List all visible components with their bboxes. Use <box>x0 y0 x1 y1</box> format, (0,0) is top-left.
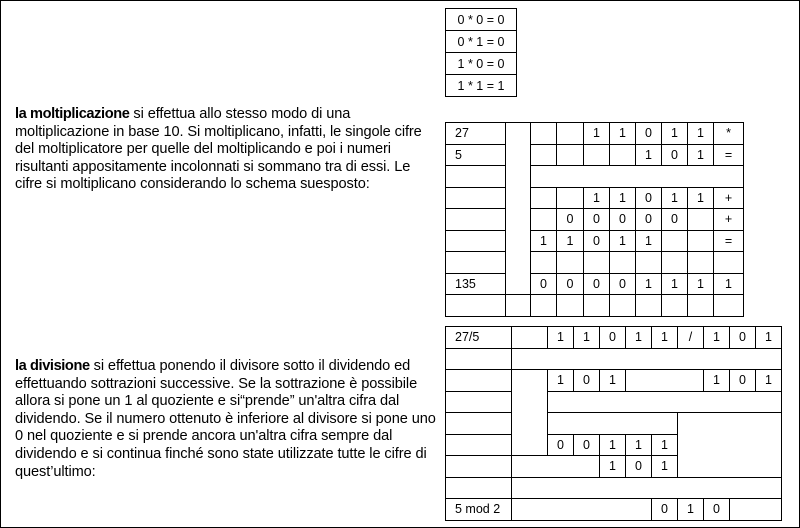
digit-cell: 0 <box>584 209 610 231</box>
empty-cell <box>730 499 782 521</box>
empty-cell <box>446 209 506 231</box>
digit-cell: 1 <box>548 370 574 392</box>
digit-cell: 0 <box>557 273 584 295</box>
multiplier-decimal: 5 <box>446 144 506 166</box>
empty-cell <box>531 252 557 274</box>
digit-cell: 0 <box>626 456 652 478</box>
empty-cell <box>678 413 782 478</box>
empty-cell <box>446 477 512 499</box>
digit-cell: 1 <box>652 327 678 349</box>
digit-cell: 1 <box>636 273 662 295</box>
digit-cell <box>662 230 688 252</box>
digit-cell: 0 <box>662 209 688 231</box>
digit-cell <box>610 144 636 166</box>
empty-cell <box>557 295 584 317</box>
digit-cell: 0 <box>574 434 600 456</box>
digit-cell: 0 <box>636 123 662 145</box>
digit-cell: 1 <box>756 327 782 349</box>
empty-cell <box>548 413 678 435</box>
digit-cell: 1 <box>678 499 704 521</box>
empty-cell <box>506 295 531 317</box>
empty-cell <box>446 456 512 478</box>
empty-cell <box>512 456 600 478</box>
digit-cell: 1 <box>610 187 636 209</box>
digit-cell: 1 <box>662 123 688 145</box>
digit-cell: 1 <box>756 370 782 392</box>
empty-cell <box>446 252 506 274</box>
digit-cell <box>557 187 584 209</box>
partial-product-row <box>446 187 744 209</box>
digit-cell: 1 <box>688 123 714 145</box>
digit-cell: 1 <box>600 434 626 456</box>
truth-row: 0 * 0 = 0 <box>446 9 517 31</box>
digit-cell: 0 <box>662 144 688 166</box>
remainder-label: 5 mod 2 <box>446 499 512 521</box>
multiplier-row <box>446 144 744 166</box>
gap-cell <box>512 370 548 456</box>
division-paragraph <box>15 358 440 481</box>
digit-cell: 1 <box>531 230 557 252</box>
digit-cell: 1 <box>688 144 714 166</box>
digit-cell <box>531 209 557 231</box>
empty-cell <box>636 252 662 274</box>
operator-cell: + <box>714 187 744 209</box>
division-description: si effettua ponendo il divisore sotto il dividendo ed effettuando sottrazioni successive. Se la sottrazione è possibile allora si pone un 1 al quoziente e si“prende” un'altra cifra dal dividendo. Se il numero ottenuto è inferiore al divisore si pone uno 0 nel quoziente e si prende ancora un'altra cifra sempre dal dividendo e si continua finché sono state utilizzate tutte le cifre di quest’ultimo: <box>15 358 436 480</box>
digit-cell: 0 <box>584 273 610 295</box>
digit-cell: 0 <box>636 209 662 231</box>
digit-cell: 0 <box>730 327 756 349</box>
digit-cell: 1 <box>652 434 678 456</box>
digit-cell: 1 <box>688 273 714 295</box>
empty-cell <box>610 295 636 317</box>
digit-cell: 1 <box>610 123 636 145</box>
empty-cell <box>446 166 506 188</box>
digit-cell: 0 <box>610 273 636 295</box>
partial-product-row <box>446 230 744 252</box>
empty-cell <box>636 295 662 317</box>
spacer-row <box>446 252 744 274</box>
empty-cell <box>548 391 782 413</box>
division-step-row <box>446 370 782 392</box>
empty-cell <box>446 348 512 370</box>
result-decimal: 135 <box>446 273 506 295</box>
digit-cell: 1 <box>636 230 662 252</box>
spacer-row <box>446 477 782 499</box>
division-slash: / <box>678 327 704 349</box>
digit-cell: 0 <box>557 209 584 231</box>
digit-cell: 1 <box>574 327 600 349</box>
digit-cell: 1 <box>662 187 688 209</box>
empty-cell <box>512 348 782 370</box>
digit-cell: 0 <box>610 209 636 231</box>
spacer-row <box>446 295 744 317</box>
partial-product-row <box>446 209 744 231</box>
digit-cell: 1 <box>626 434 652 456</box>
digit-cell: 1 <box>600 370 626 392</box>
empty-cell <box>714 295 744 317</box>
digit-cell <box>531 144 557 166</box>
digit-cell: 1 <box>662 273 688 295</box>
digit-cell: 0 <box>704 499 730 521</box>
empty-cell <box>446 434 512 456</box>
digit-cell: 0 <box>636 187 662 209</box>
digit-cell <box>688 209 714 231</box>
digit-cell: 1 <box>557 230 584 252</box>
truth-row: 0 * 1 = 0 <box>446 31 517 53</box>
empty-cell <box>584 252 610 274</box>
truth-row: 1 * 0 = 0 <box>446 53 517 75</box>
digit-cell: 1 <box>610 230 636 252</box>
empty-cell <box>531 295 557 317</box>
empty-cell <box>688 295 714 317</box>
digit-cell <box>557 123 584 145</box>
division-term: la divisione <box>15 358 90 374</box>
digit-cell: 1 <box>704 327 730 349</box>
digit-cell <box>584 144 610 166</box>
division-decimal: 27/5 <box>446 327 512 349</box>
digit-cell: 1 <box>548 327 574 349</box>
empty-cell <box>610 252 636 274</box>
digit-cell: 1 <box>688 187 714 209</box>
empty-cell <box>512 499 652 521</box>
spacer-row <box>446 391 782 413</box>
digit-cell <box>531 187 557 209</box>
digit-cell <box>557 144 584 166</box>
empty-cell <box>446 187 506 209</box>
empty-cell <box>446 370 512 392</box>
empty-cell <box>446 230 506 252</box>
operator-cell: = <box>714 230 744 252</box>
digit-cell: 0 <box>531 273 557 295</box>
spacer-row <box>446 348 782 370</box>
digit-cell: 1 <box>636 144 662 166</box>
operator-cell: = <box>714 144 744 166</box>
digit-cell: 1 <box>704 370 730 392</box>
digit-cell: 1 <box>584 123 610 145</box>
multiplicand-decimal: 27 <box>446 123 506 145</box>
empty-cell <box>626 370 704 392</box>
empty-cell <box>662 252 688 274</box>
digit-cell: 1 <box>714 273 744 295</box>
multiplication-term: la moltiplicazione <box>15 106 130 122</box>
multiplication-paragraph <box>15 106 440 194</box>
digit-cell: 1 <box>600 456 626 478</box>
digit-cell: 1 <box>584 187 610 209</box>
spacer-row <box>446 413 782 435</box>
digit-cell: 0 <box>652 499 678 521</box>
multiplication-description: si effettua allo stesso modo di una moltiplicazione in base 10. Si moltiplicano, infatti, le singole cifre del moltiplicatore per quelle del moltiplicando e poi i numeri risultanti appositamente incolonnati si sommano tra di essi. Le cifre si moltiplicano considerando lo schema suesposto: <box>15 106 422 193</box>
digit-cell <box>512 327 548 349</box>
multiplication-truth-table <box>445 8 517 97</box>
truth-row: 1 * 1 = 1 <box>446 75 517 97</box>
digit-cell <box>688 230 714 252</box>
result-row <box>446 273 744 295</box>
digit-cell: 1 <box>652 456 678 478</box>
digit-cell: 0 <box>600 327 626 349</box>
empty-cell <box>688 252 714 274</box>
remainder-row <box>446 499 782 521</box>
empty-cell <box>662 295 688 317</box>
spacer-row <box>446 166 744 188</box>
digit-cell: 0 <box>574 370 600 392</box>
division-header-row <box>446 327 782 349</box>
empty-cell <box>512 477 782 499</box>
empty-cell <box>584 295 610 317</box>
digit-cell <box>531 123 557 145</box>
digit-cell: 0 <box>584 230 610 252</box>
digit-cell: 0 <box>548 434 574 456</box>
operator-cell: + <box>714 209 744 231</box>
empty-cell <box>557 252 584 274</box>
multiplicand-row <box>446 123 744 145</box>
empty-cell <box>531 166 744 188</box>
operator-cell: * <box>714 123 744 145</box>
empty-cell <box>446 295 506 317</box>
empty-cell <box>446 391 512 413</box>
empty-cell <box>446 413 512 435</box>
division-grid <box>445 326 782 521</box>
empty-cell <box>714 252 744 274</box>
gap-cell <box>506 123 531 295</box>
digit-cell: 1 <box>626 327 652 349</box>
digit-cell: 0 <box>730 370 756 392</box>
multiplication-grid <box>445 122 744 317</box>
